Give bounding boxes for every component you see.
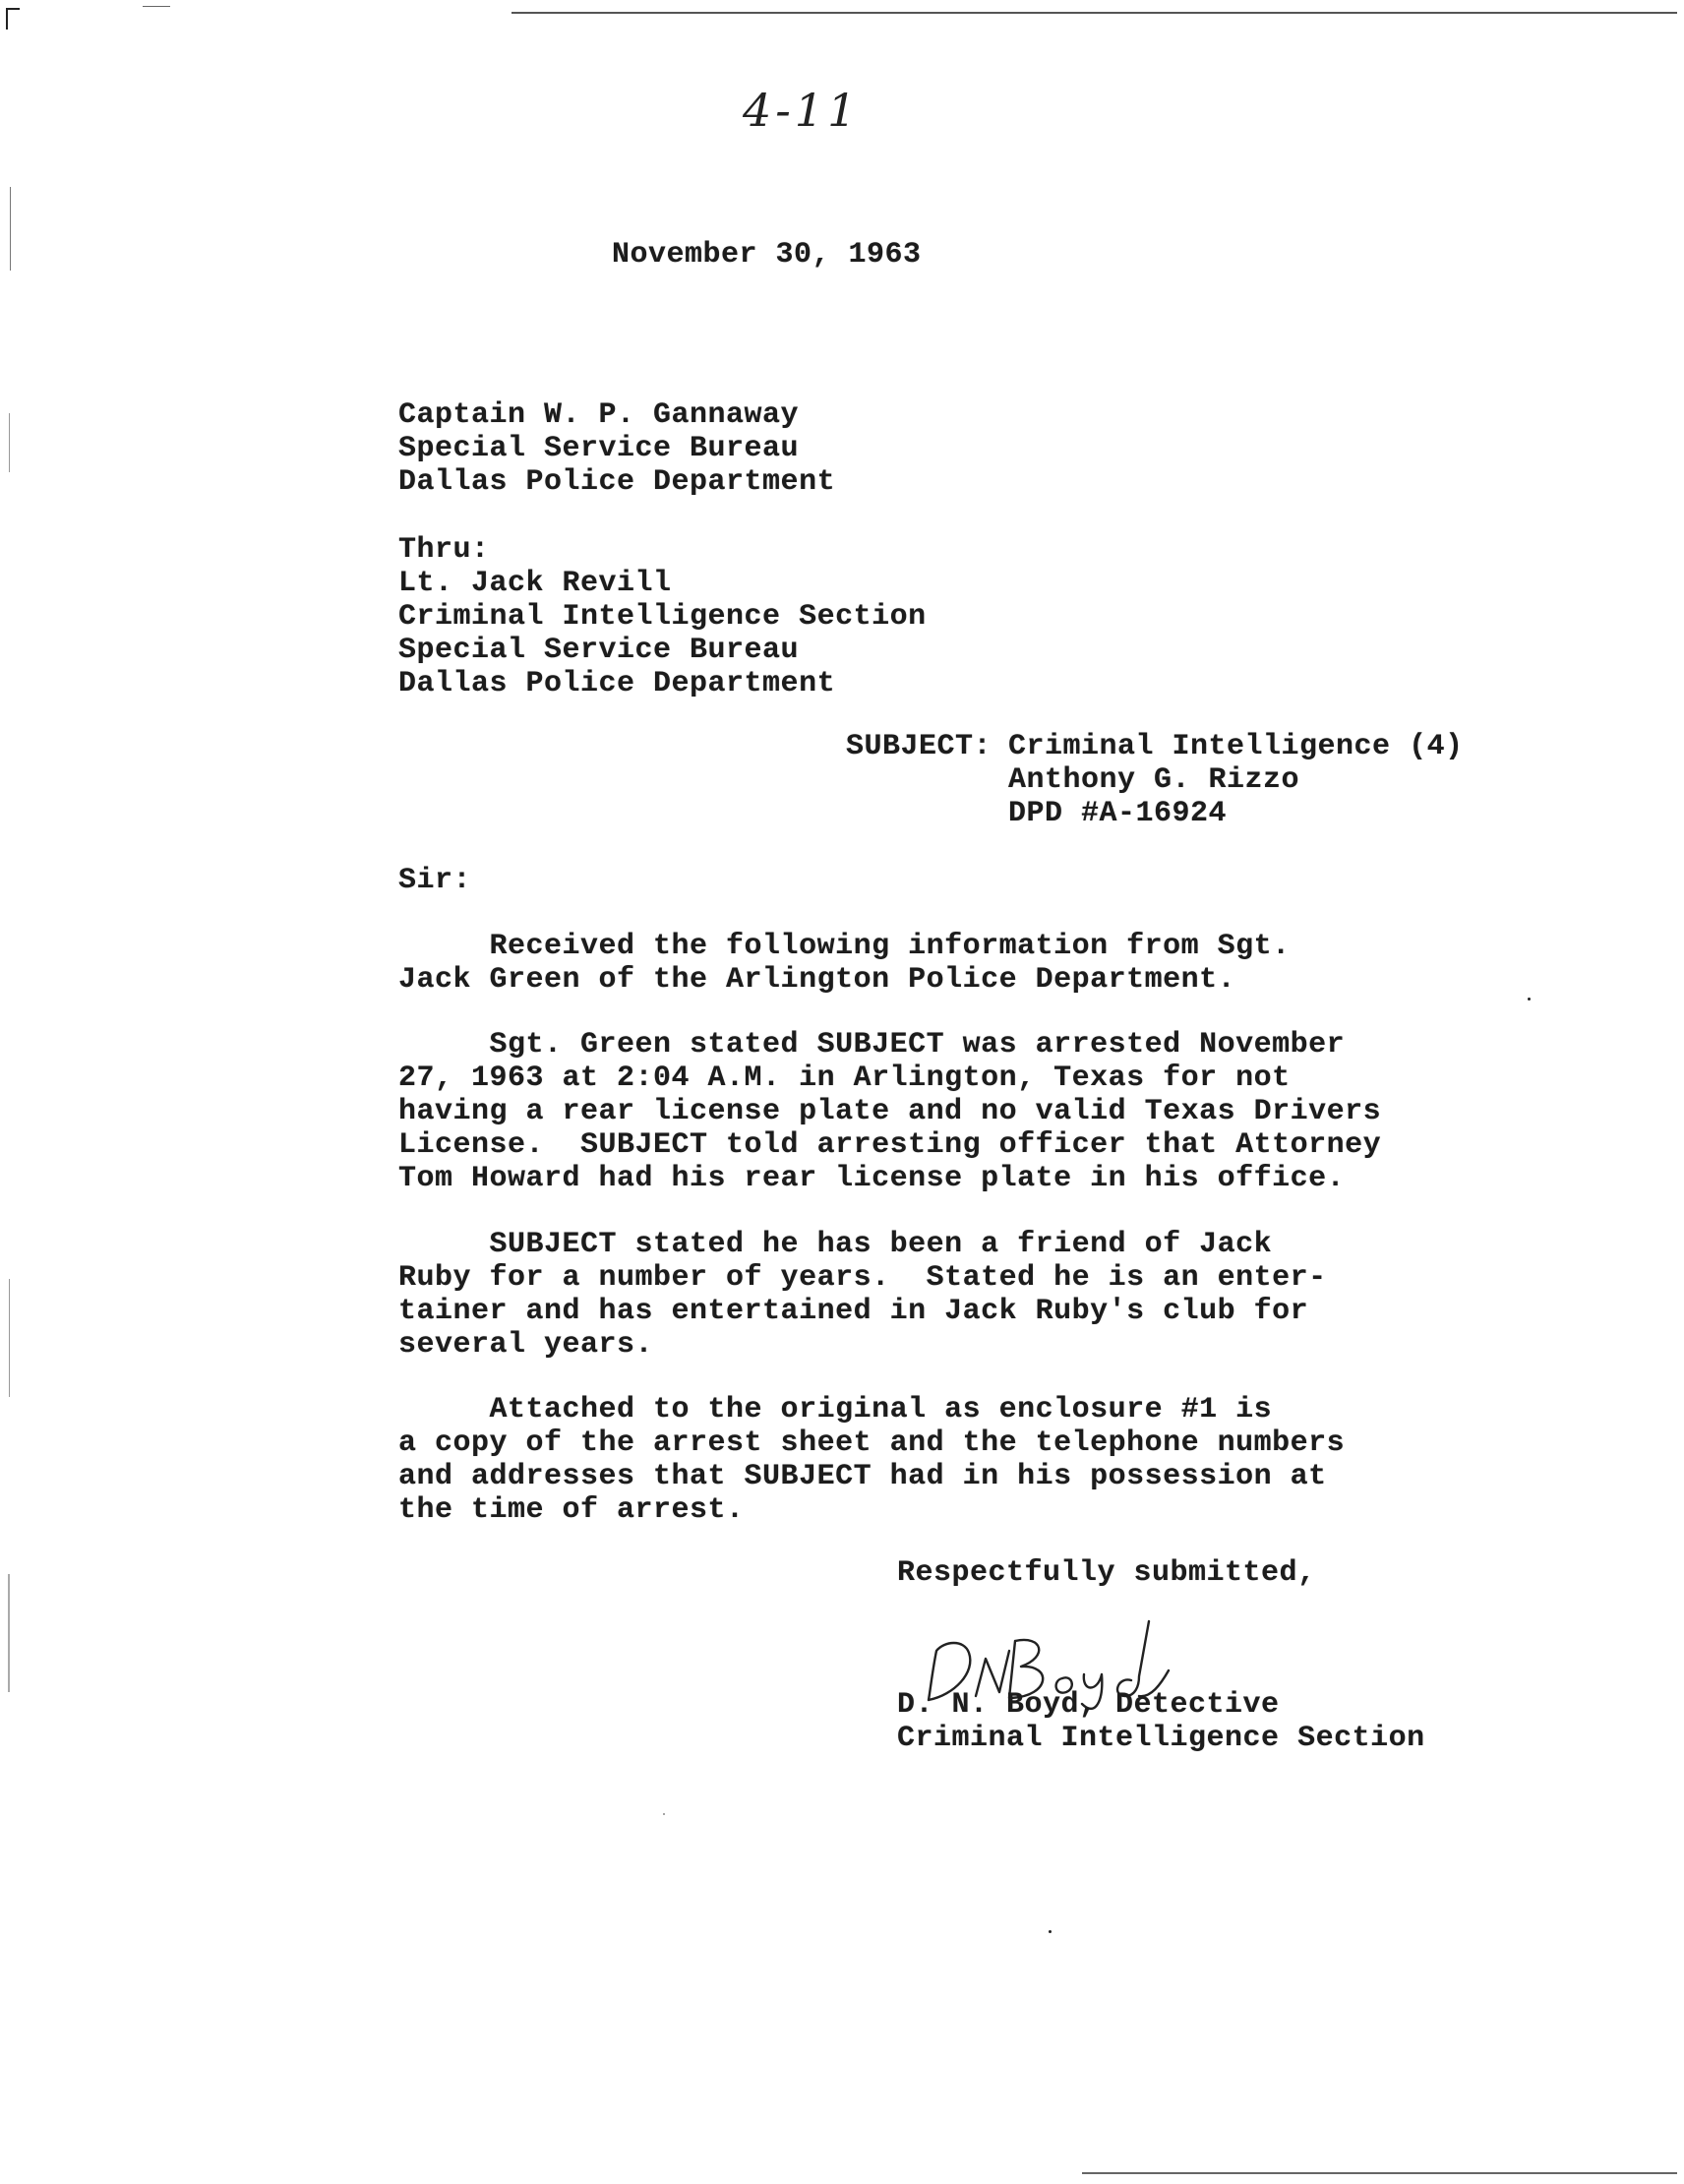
body-line: tainer and has entertained in Jack Ruby's club for (398, 1295, 1309, 1328)
thru-line: Special Service Bureau (398, 634, 800, 667)
thru-label: Thru: (398, 533, 490, 567)
handwritten-mark: 4-11 (743, 84, 861, 137)
subject-line: DPD #A-16924 (1008, 797, 1228, 830)
body-line: Ruby for a number of years. Stated he is an enter- (398, 1261, 1327, 1295)
signer-section: Criminal Intelligence Section (897, 1722, 1425, 1755)
body-line: the time of arrest. (398, 1493, 745, 1527)
scan-speck (663, 1813, 665, 1815)
scan-speck (1528, 998, 1531, 1001)
body-line: SUBJECT stated he has been a friend of Jack (398, 1228, 1273, 1261)
scan-bottom-edge (1082, 2172, 1677, 2174)
scan-speck (1049, 1930, 1052, 1933)
letter-date: November 30, 1963 (612, 238, 922, 272)
body-line: License. SUBJECT told arresting officer that Attorney (398, 1128, 1382, 1162)
scan-left-edge (9, 1279, 10, 1397)
closing: Respectfully submitted, (897, 1556, 1316, 1590)
addressee-line: Special Service Bureau (398, 432, 800, 465)
thru-line: Criminal Intelligence Section (398, 600, 927, 634)
scan-left-edge (9, 413, 10, 472)
signer-name: D. N. Boyd, Detective (897, 1688, 1280, 1722)
salutation: Sir: (398, 864, 472, 897)
body-line: Attached to the original as enclosure #1 is (398, 1393, 1273, 1426)
body-line: 27, 1963 at 2:04 A.M. in Arlington, Texas for not (398, 1062, 1291, 1095)
scan-corner-mark (6, 8, 20, 10)
body-line: several years. (398, 1328, 654, 1362)
scan-corner-mark (6, 8, 8, 30)
body-line: having a rear license plate and no valid Texas Drivers (398, 1095, 1382, 1128)
subject-line: Anthony G. Rizzo (1008, 763, 1300, 797)
thru-line: Lt. Jack Revill (398, 567, 672, 600)
body-line: and addresses that SUBJECT had in his possession at (398, 1460, 1327, 1493)
body-line: a copy of the arrest sheet and the telephone numbers (398, 1426, 1346, 1460)
scan-left-edge (8, 1574, 10, 1692)
subject-line: Criminal Intelligence (4) (1008, 730, 1464, 763)
addressee-line: Dallas Police Department (398, 465, 836, 499)
scan-left-edge (10, 187, 11, 271)
body-line: Sgt. Green stated SUBJECT was arrested November (398, 1028, 1346, 1062)
body-line: Jack Green of the Arlington Police Department. (398, 963, 1236, 997)
body-line: Received the following information from Sgt. (398, 930, 1291, 963)
body-line: Tom Howard had his rear license plate in his office. (398, 1162, 1346, 1195)
addressee-line: Captain W. P. Gannaway (398, 398, 800, 432)
scan-top-edge (511, 12, 1677, 14)
thru-line: Dallas Police Department (398, 667, 836, 700)
subject-label: SUBJECT: (846, 730, 992, 763)
scan-top-edge (143, 6, 170, 7)
